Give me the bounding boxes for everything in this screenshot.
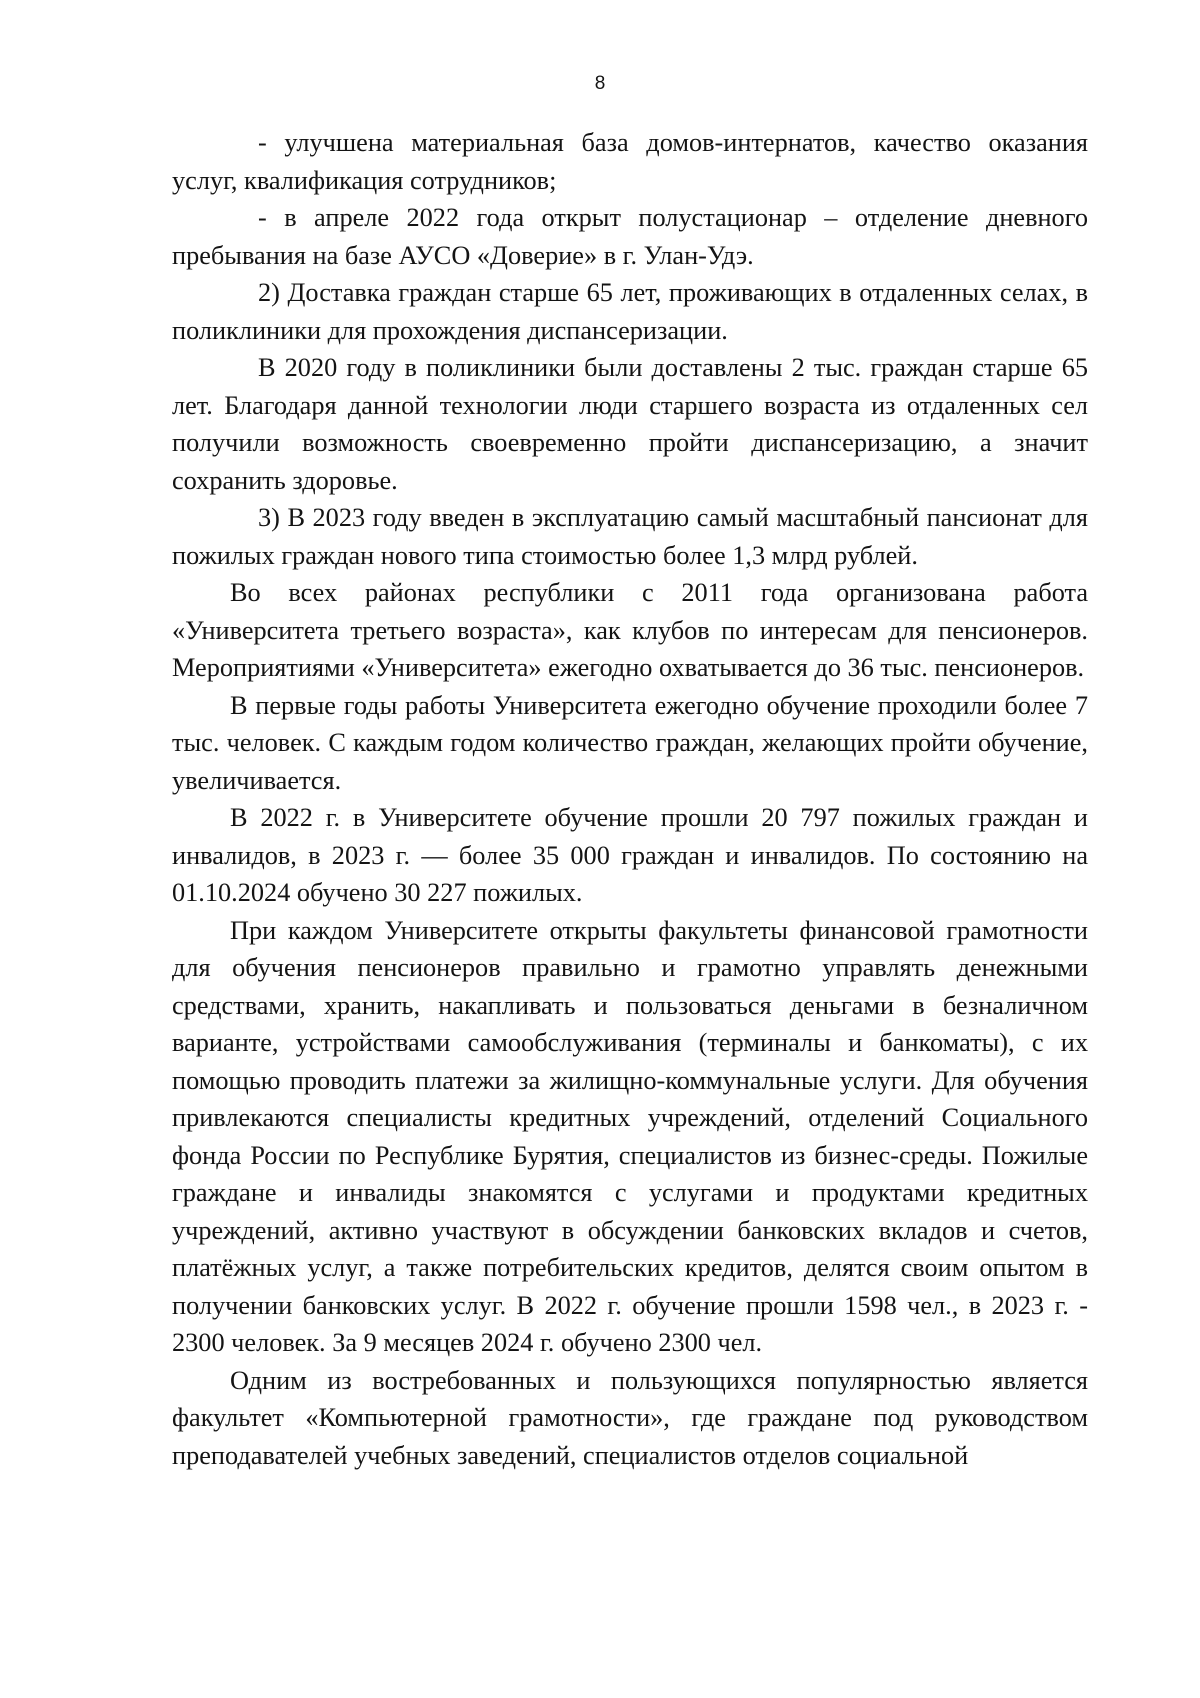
paragraph-6: Во всех районах республики с 2011 года организована работа «Университета третьего возраста», как клубов по интересам для пенсионеров. Мероприятиями «Университета» ежегодно охватывается до 36 тыс. пенсионеров. <box>172 578 1088 682</box>
paragraph-4: В 2020 году в поликлиники были доставлены 2 тыс. граждан старше 65 лет. Благодаря данной технологии люди старшего возраста из отдаленных сел получили возможность своевременно пройти диспансеризацию, а значит сохранить здоровье. <box>172 353 1088 495</box>
paragraph-7: В первые годы работы Университета ежегодно обучение проходили более 7 тыс. человек. С каждым годом количество граждан, желающих пройти обучение, увеличивается. <box>172 690 1088 795</box>
page-number: 8 <box>594 73 606 94</box>
document-body <box>172 124 1088 1474</box>
paragraph-9: При каждом Университете открыты факультеты финансовой грамотности для обучения пенсионеров правильно и грамотно управлять денежными средствами, хранить, накапливать и пользоваться деньгами в безналичном варианте, устройствами самообслуживания (терминалы и банкоматы), с их помощью проводить платежи за жилищно-коммунальные услуги. Для обучения привлекаются специалисты кредитных учреждений, отделений Социального фонда России по Республике Бурятия, специалистов из бизнес-среды. Пожилые граждане и инвалиды знакомятся с услугами и продуктами кредитных учреждений, активно участвуют в обсуждении банковских вкладов и счетов, платёжных услуг, а также потребительских кредитов, делятся своим опытом в получении банковских услуг. В 2022 г. обучение прошли 1598 чел., в 2023 г. - 2300 человек. За 9 месяцев 2024 г. обучено 2300 чел. <box>172 915 1088 1357</box>
paragraph-3: 2) Доставка граждан старше 65 лет, проживающих в отдаленных селах, в поликлиники для прохождения диспансеризации. <box>172 278 1088 345</box>
paragraph-5: 3) В 2023 году введен в эксплуатацию самый масштабный пансионат для пожилых граждан нового типа стоимостью более 1,3 млрд рублей. <box>172 503 1088 570</box>
paragraph-8: В 2022 г. в Университете обучение прошли 20 797 пожилых граждан и инвалидов, в 2023 г. — более 35 000 граждан и инвалидов. По состоянию на 01.10.2024 обучено 30 227 пожилых. <box>172 803 1088 907</box>
paragraph-2: - в апреле 2022 года открыт полустационар – отделение дневного пребывания на базе АУСО «Доверие» в г. Улан-Удэ. <box>172 203 1088 270</box>
paragraph-10: Одним из востребованных и пользующихся популярностью является факультет «Компьютерной грамотности», где граждане под руководством преподавателей учебных заведений, специалистов отделов социальной <box>172 1365 1088 1470</box>
paragraph-1: - улучшена материальная база домов-интернатов, качество оказания услуг, квалификация сотрудников; <box>172 128 1088 195</box>
